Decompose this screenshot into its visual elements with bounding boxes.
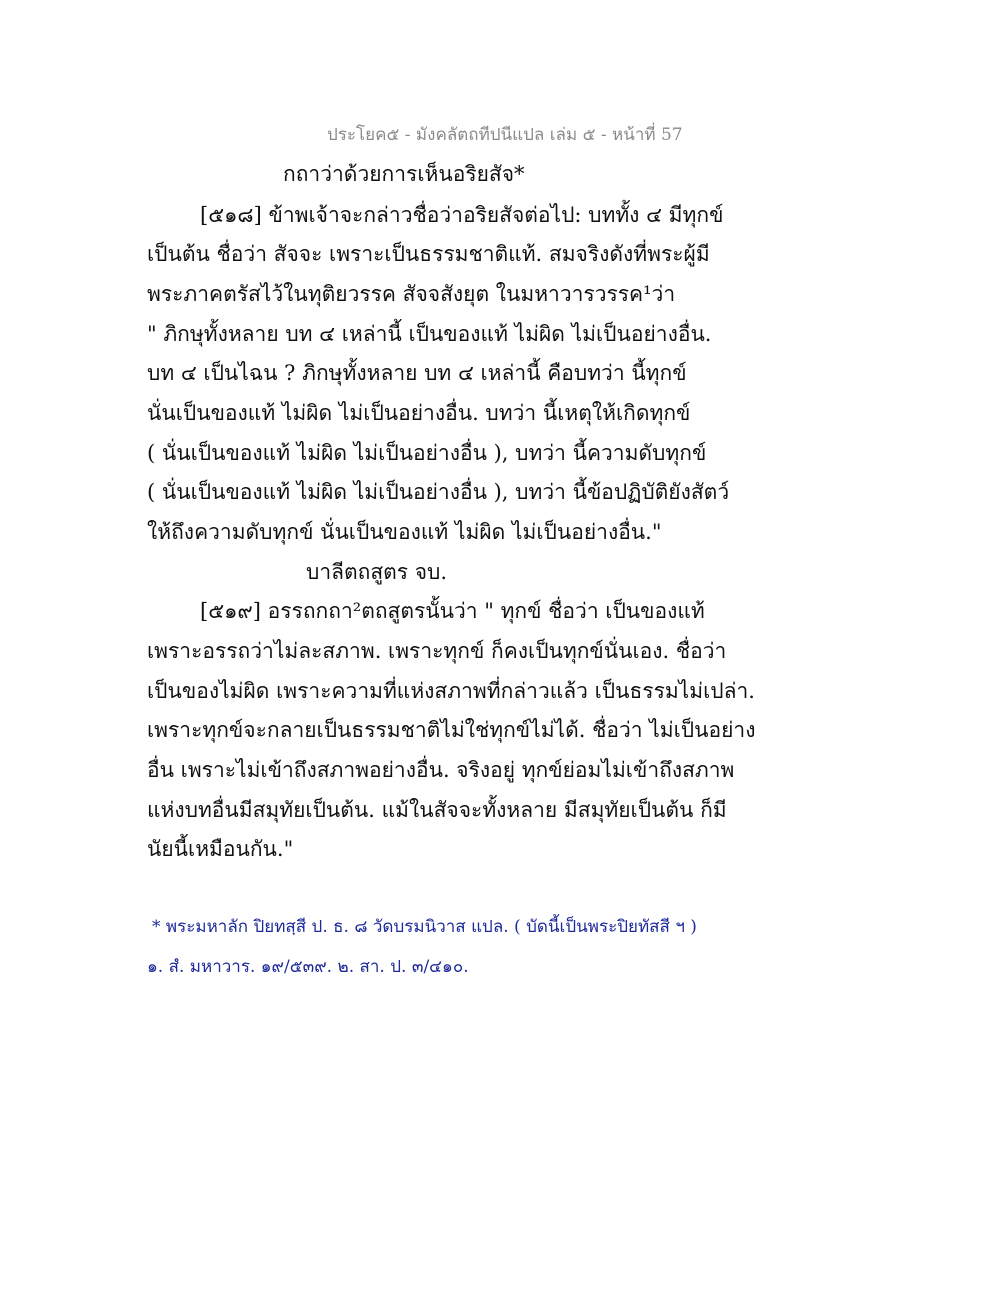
section-title: กถาว่าด้วยการเห็นอริยสัจ* bbox=[283, 162, 525, 186]
paragraph-line: แห่งบทอื่นมีสมุทัยเป็นต้น. แม้ในสัจจะทั้งหลาย มีสมุทัยเป็นต้น ก็มี bbox=[147, 798, 727, 822]
footnote-references: ๑. สํ. มหาวาร. ๑๙/๕๓๙. ๒. สา. ป. ๓/๔๑๐. bbox=[147, 957, 469, 977]
paragraph-line: " ภิกษุทั้งหลาย บท ๔ เหล่านี้ เป็นของแท้ ไม่ผิด ไม่เป็นอย่างอื่น. bbox=[147, 322, 712, 346]
sutta-end: บาลีตถสูตร จบ. bbox=[306, 560, 448, 584]
paragraph-line: เป็นต้น ชื่อว่า สัจจะ เพราะเป็นธรรมชาติแท้. สมจริงดังที่พระผู้มี bbox=[147, 242, 710, 266]
paragraph-line: เป็นของไม่ผิด เพราะความที่แห่งสภาพที่กล่าวแล้ว เป็นธรรมไม่เปล่า. bbox=[147, 679, 755, 703]
paragraph-line: บท ๔ เป็นไฉน ? ภิกษุทั้งหลาย บท ๔ เหล่านี้ คือบทว่า นี้ทุกข์ bbox=[147, 361, 687, 385]
paragraph-line: เพราะทุกข์จะกลายเป็นธรรมชาติไม่ใช่ทุกข์ไม่ได้. ชื่อว่า ไม่เป็นอย่าง bbox=[147, 718, 756, 742]
paragraph-line: ( นั่นเป็นของแท้ ไม่ผิด ไม่เป็นอย่างอื่น ), บทว่า นี้ความดับทุกข์ bbox=[147, 441, 707, 465]
footnote-translator: * พระมหาลัก ปิยทสฺสี ป. ธ. ๘ วัดบรมนิวาส แปล. ( บัดนี้เป็นพระปิยทัสสี ฯ ) bbox=[152, 917, 697, 937]
paragraph-line: เพราะอรรถว่าไม่ละสภาพ. เพราะทุกข์ ก็คงเป็นทุกข์นั่นเอง. ชื่อว่า bbox=[147, 639, 727, 663]
paragraph-line: [๕๑๙] อรรถกถา²ตถสูตรนั้นว่า " ทุกข์ ชื่อว่า เป็นของแท้ bbox=[200, 599, 705, 623]
paragraph-line: ( นั่นเป็นของแท้ ไม่ผิด ไม่เป็นอย่างอื่น ), บทว่า นี้ข้อปฏิบัติยังสัตว์ bbox=[147, 480, 730, 504]
paragraph-line: [๕๑๘] ข้าพเจ้าจะกล่าวชื่อว่าอริยสัจต่อไป: บททั้ง ๔ มีทุกข์ bbox=[200, 203, 724, 227]
running-head: ประโยค๕ - มังคลัตถทีปนีแปล เล่ม ๕ - หน้าที่ 57 bbox=[327, 125, 683, 145]
paragraph-line: อื่น เพราะไม่เข้าถึงสภาพอย่างอื่น. จริงอยู่ ทุกข์ย่อมไม่เข้าถึงสภาพ bbox=[147, 758, 735, 782]
paragraph-line: นั่นเป็นของแท้ ไม่ผิด ไม่เป็นอย่างอื่น. บทว่า นี้เหตุให้เกิดทุกข์ bbox=[147, 401, 691, 425]
paragraph-line: ให้ถึงความดับทุกข์ นั่นเป็นของแท้ ไม่ผิด ไม่เป็นอย่างอื่น." bbox=[147, 520, 662, 544]
paragraph-line: พระภาคตรัสไว้ในทุติยวรรค สัจจสังยุต ในมหาวารวรรค¹ว่า bbox=[147, 282, 676, 306]
paragraph-line: นัยนี้เหมือนกัน." bbox=[147, 837, 294, 861]
